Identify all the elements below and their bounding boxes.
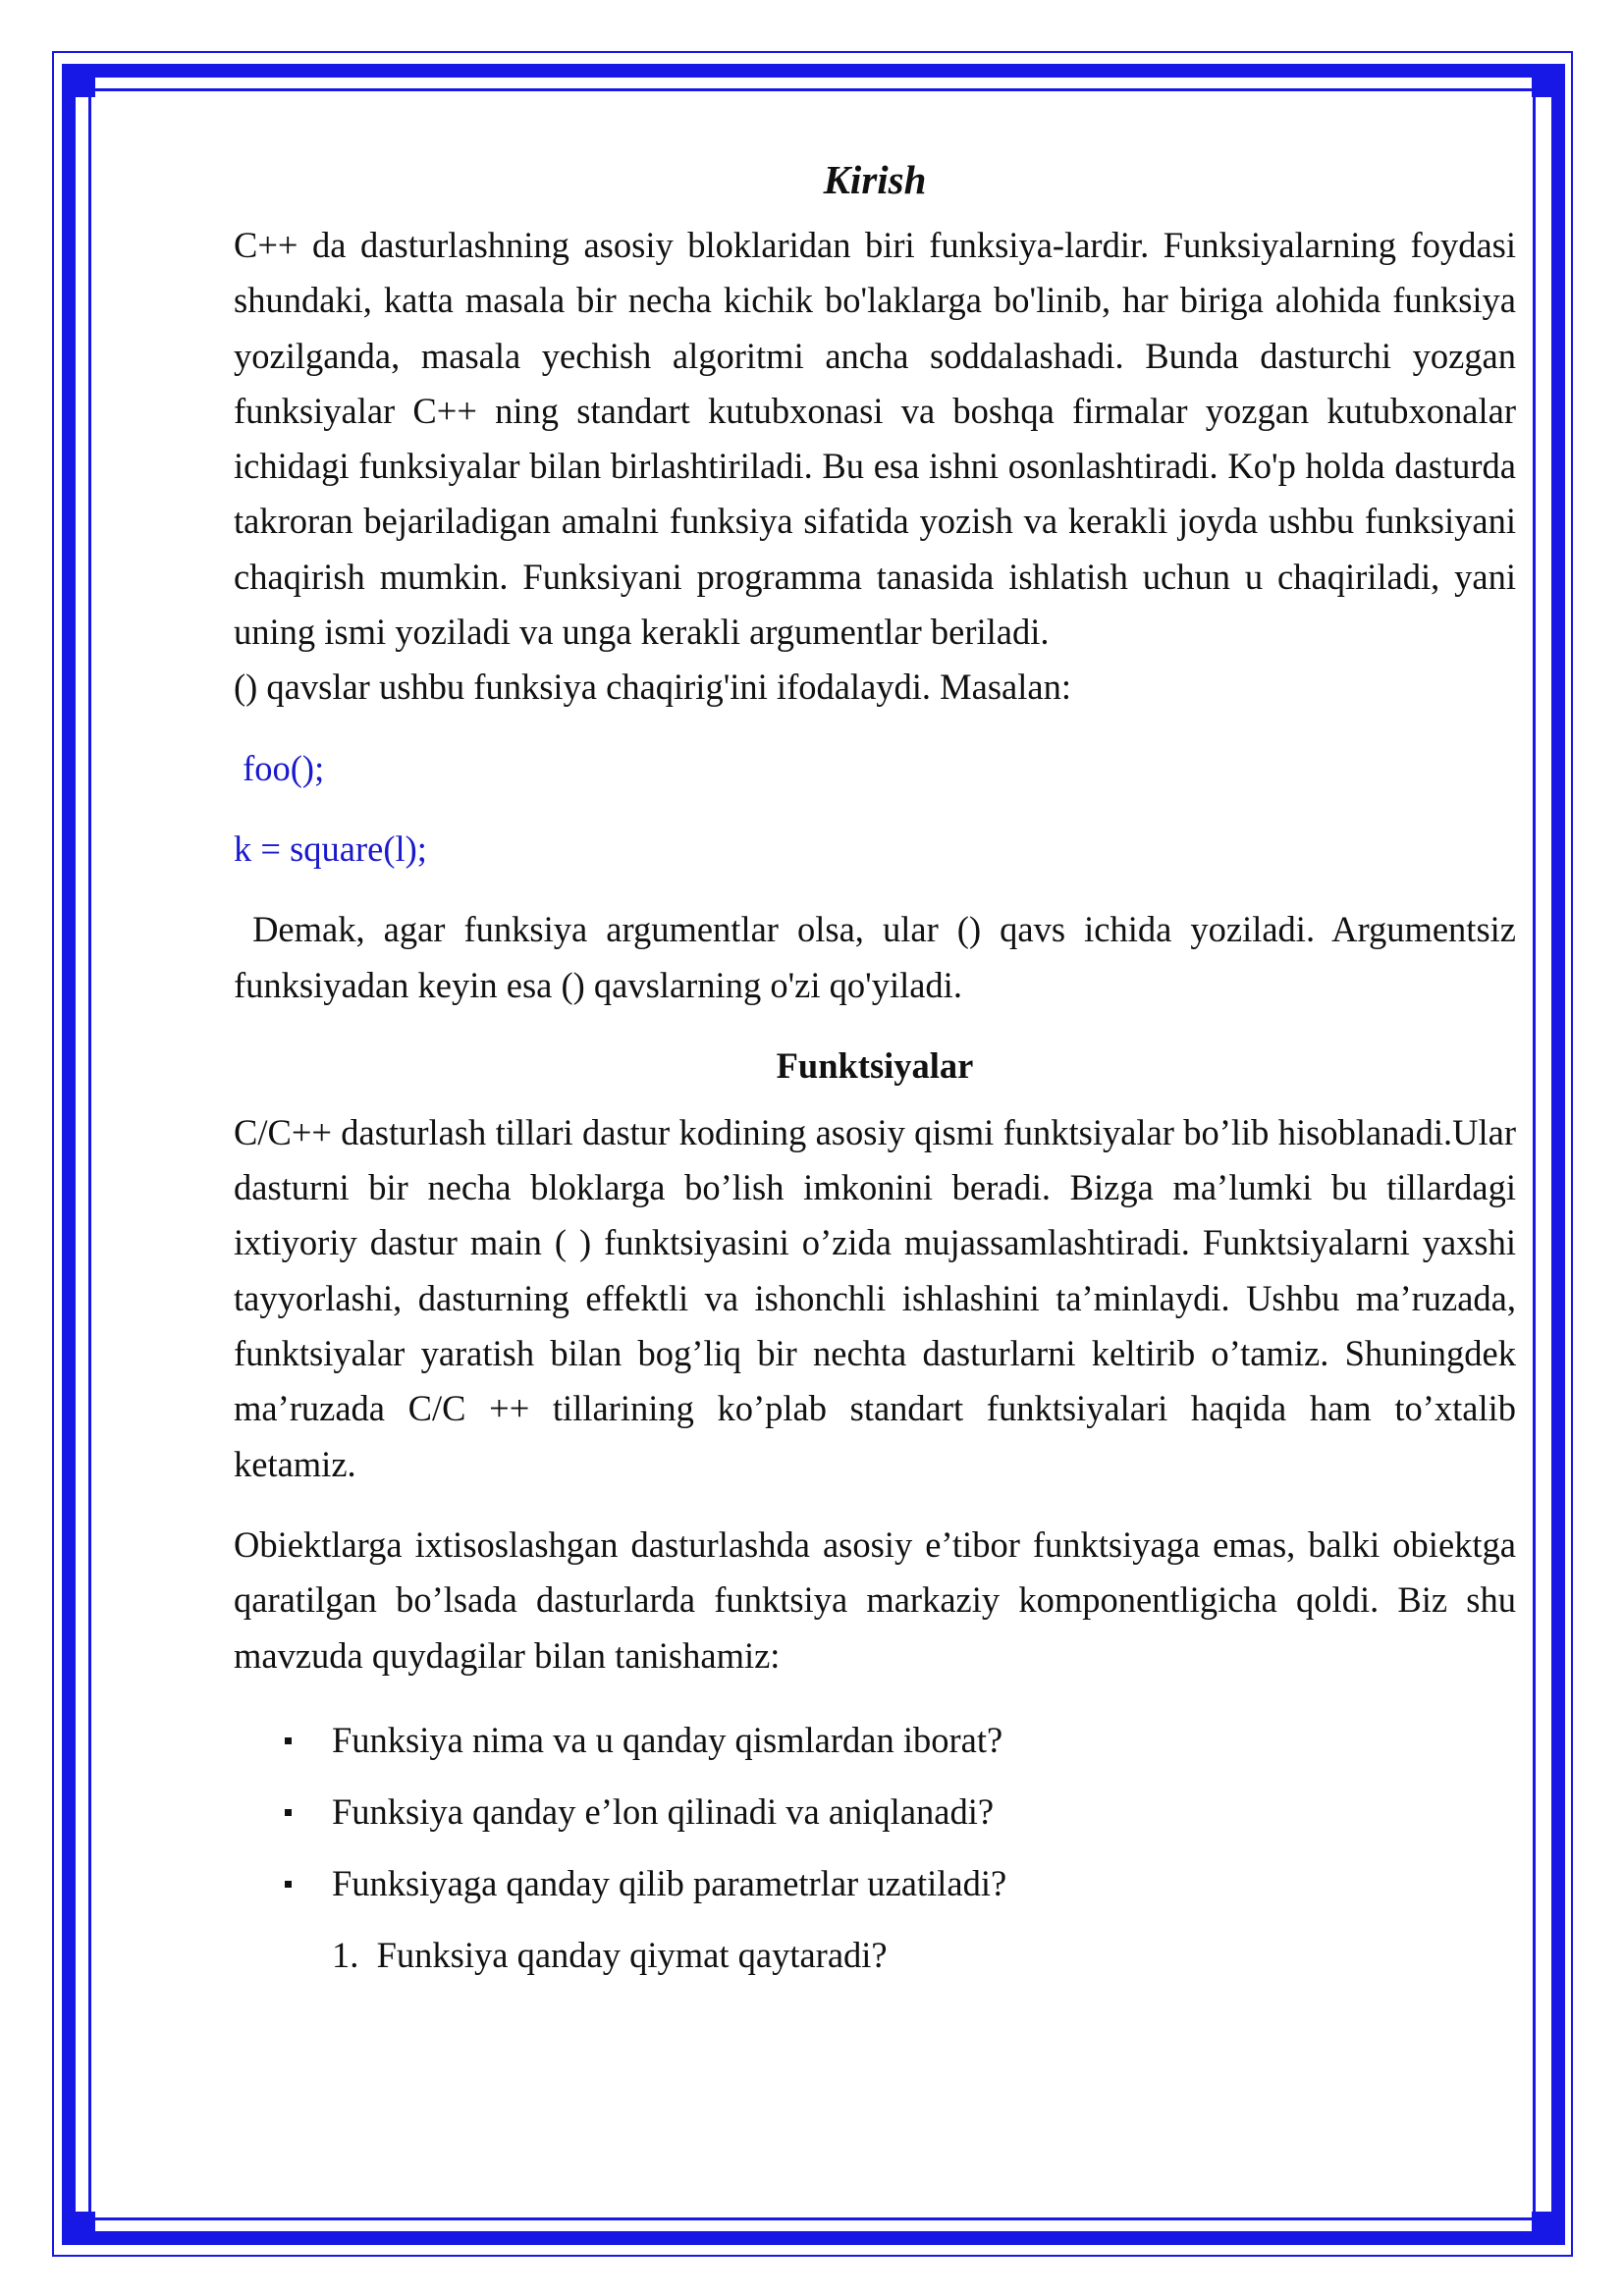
square-bullet-icon	[285, 1737, 292, 1744]
argument-note: Demak, agar funksiya argumentlar olsa, ular () qavs ichida yoziladi. Argumentsiz funksiyadan keyin esa () qavslarning o'zi qo'yiladi.	[234, 909, 1526, 1005]
square-bullet-icon	[285, 1809, 292, 1816]
list-item: 1. Funksiya qanday qiymat qaytaradi?	[332, 1934, 888, 1975]
list-item: Funksiyaga qanday qilib parametrlar uzatiladi?	[234, 1856, 1516, 1911]
square-bullet-icon	[285, 1881, 292, 1888]
code-example-square: k = square(l);	[234, 828, 427, 869]
call-note: () qavslar ushbu funksiya chaqirig'ini ifodalaydi. Masalan:	[234, 667, 1071, 708]
numbered-list	[234, 1928, 1516, 1983]
page-content	[234, 147, 1526, 1983]
intro-title: Kirish	[823, 157, 927, 202]
functions-paragraph-1: C/C++ dasturlash tillari dastur kodining asosiy qismi funktsiyalar bo’lib hisoblanadi.Ular dasturni bir necha bloklarga bo’lish imkonini beradi. Bizga ma’lumki bu tillardagi ixtiyoriy dastur main ( ) funktsiyasini o’zida mujassamlashtiradi. Funktsiyalarni yaxshi tayyorlashi, dasturning effektli va ishonchli ishlashini ta’minlaydi. Ushbu ma’ruzada, funktsiyalar yaratish bilan bog’liq bir nechta dasturlarni keltirib o’tamiz. Shuningdek ma’ruzada C/C ++ tillarining ko’plab standart funktsiyalari haqida ham to’xtalib ketamiz.	[234, 1111, 1516, 1484]
list-item: Funksiya nima va u qanday qismlardan iborat?	[234, 1713, 1516, 1768]
topics-list	[234, 1713, 1516, 1911]
intro-paragraph: C++ da dasturlashning asosiy bloklaridan biri funksiya-lardir. Funksiyalarning foydasi shundaki, katta masala bir necha kichik bo'laklarga bo'linib, har biriga alohida funksiya yozilganda, masala yechish algoritmi ancha soddalashadi. Bunda dasturchi yozgan funksiyalar C++ ning standart kutubxonasi va boshqa firmalar yozgan kutubxonalar ichidagi funksiyalar bilan birlashtiriladi. Bu esa ishni osonlashtiradi. Ko'p holda dasturda takroran bejariladigan amalni funksiya sifatida yozish va kerakli joyda ushbu funksiyani chaqirish mumkin. Funksiyani programma tanasida ishlatish uchun u chaqiriladi, yani uning ismi yoziladi va unga kerakli argumentlar beriladi.	[234, 225, 1516, 653]
functions-paragraph-2: Obiektlarga ixtisoslashgan dasturlashda asosiy e’tibor funktsiyaga emas, balki obiektga qaratilgan bo’lsada dasturlarda funktsiya markaziy komponentligicha qoldi. Biz shu mavzuda quydagilar bilan tanishamiz:	[234, 1523, 1516, 1676]
list-item: Funksiya qanday e’lon qilinadi va aniqlanadi?	[234, 1785, 1516, 1840]
functions-title: Funktsiyalar	[776, 1044, 974, 1086]
code-example-foo: foo();	[234, 747, 325, 788]
